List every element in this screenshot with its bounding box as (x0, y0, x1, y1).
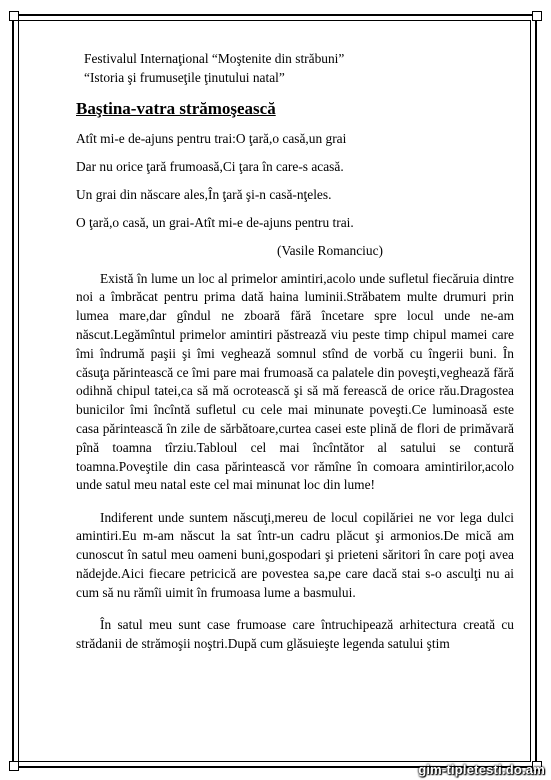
poem-line: Dar nu orice ţară frumoasă,Ci ţara în care-s acasă. (76, 158, 344, 174)
site-watermark: gim-tipletesti.do.am (418, 762, 545, 777)
border-corner-bottom-left (9, 761, 19, 771)
poem-author: (Vasile Romanciuc) (277, 242, 383, 258)
paragraph: Indiferent unde suntem născuţi,mereu de locul copilăriei ne vor lega dulci amintiri.Eu m-am născut la sat într-un cadru plăcut şi armonios.De mică am cunoscut în satul meu oameni buni,gospodari şi prieteni săritori în care poţi avea nădejde.Aici fiecare petricică are povestea sa,pe care dacă stai s-o asculţi nu ai cum să nu rămîi uimit în frumoasa lume a basmului. (76, 509, 514, 600)
border-corner-top-left (9, 11, 19, 21)
paragraph: În satul meu sunt case frumoase care întruchipează arhitectura creată cu strădanii de strămoşii noştri.După cum glăsuieşte legenda satului ştim (76, 616, 514, 651)
paragraph: Există în lume un loc al primelor amintiri,acolo unde sufletul fiecăruia dintre noi a îmbrăcat pentru prima dată haina luminii.Străbatem multe drumuri prin lumea mare,dar gîndul ne zboară fără încetare spre locul unde ne-am născut.Legămîntul primelor amintiri păstrează viu peste timp chipul mamei care îmi îndrumă paşii şi îmi veghează somnul stînd de vorbă cu îngerii buni. În căsuţa părintească ce îmi pare mai frumoasă ca palatele din poveşti,veghează fără odihnă chipul tatei,ca să mă ocrotească şi să mă ferească de orice rău.Dragostea bunicilor îmi încîntă sufletul cu cele mai minunate poveşti.Ce luminoasă este casa părintească în zile de sărbătoare,curtea casei este plină de flori de primăvară pînă toamna tîrziu.Tabloul cel mai încîntător al satului se contură toamna.Poveştile din casa părintească vor rămîne în comoara amintirilor,acolo unde satul meu natal este cel mai minunat loc din lume! (76, 270, 514, 493)
poem-line: Un grai din născare ales,În ţară şi-n casă-nţeles. (76, 186, 332, 202)
festival-theme: “Istoria şi frumuseţile ţinutului natal” (84, 69, 285, 85)
document-title: Baştina-vatra strămoşească (76, 98, 276, 118)
document-body (76, 50, 514, 667)
festival-name: Festivalul Internaţional “Moştenite din străbuni” (84, 51, 345, 66)
poem-line: Atît mi-e de-ajuns pentru trai:O ţară,o casă,un grai (76, 130, 347, 146)
border-corner-top-right (532, 11, 542, 21)
poem-line: O ţară,o casă, un grai-Atît mi-e de-ajuns pentru trai. (76, 214, 354, 230)
